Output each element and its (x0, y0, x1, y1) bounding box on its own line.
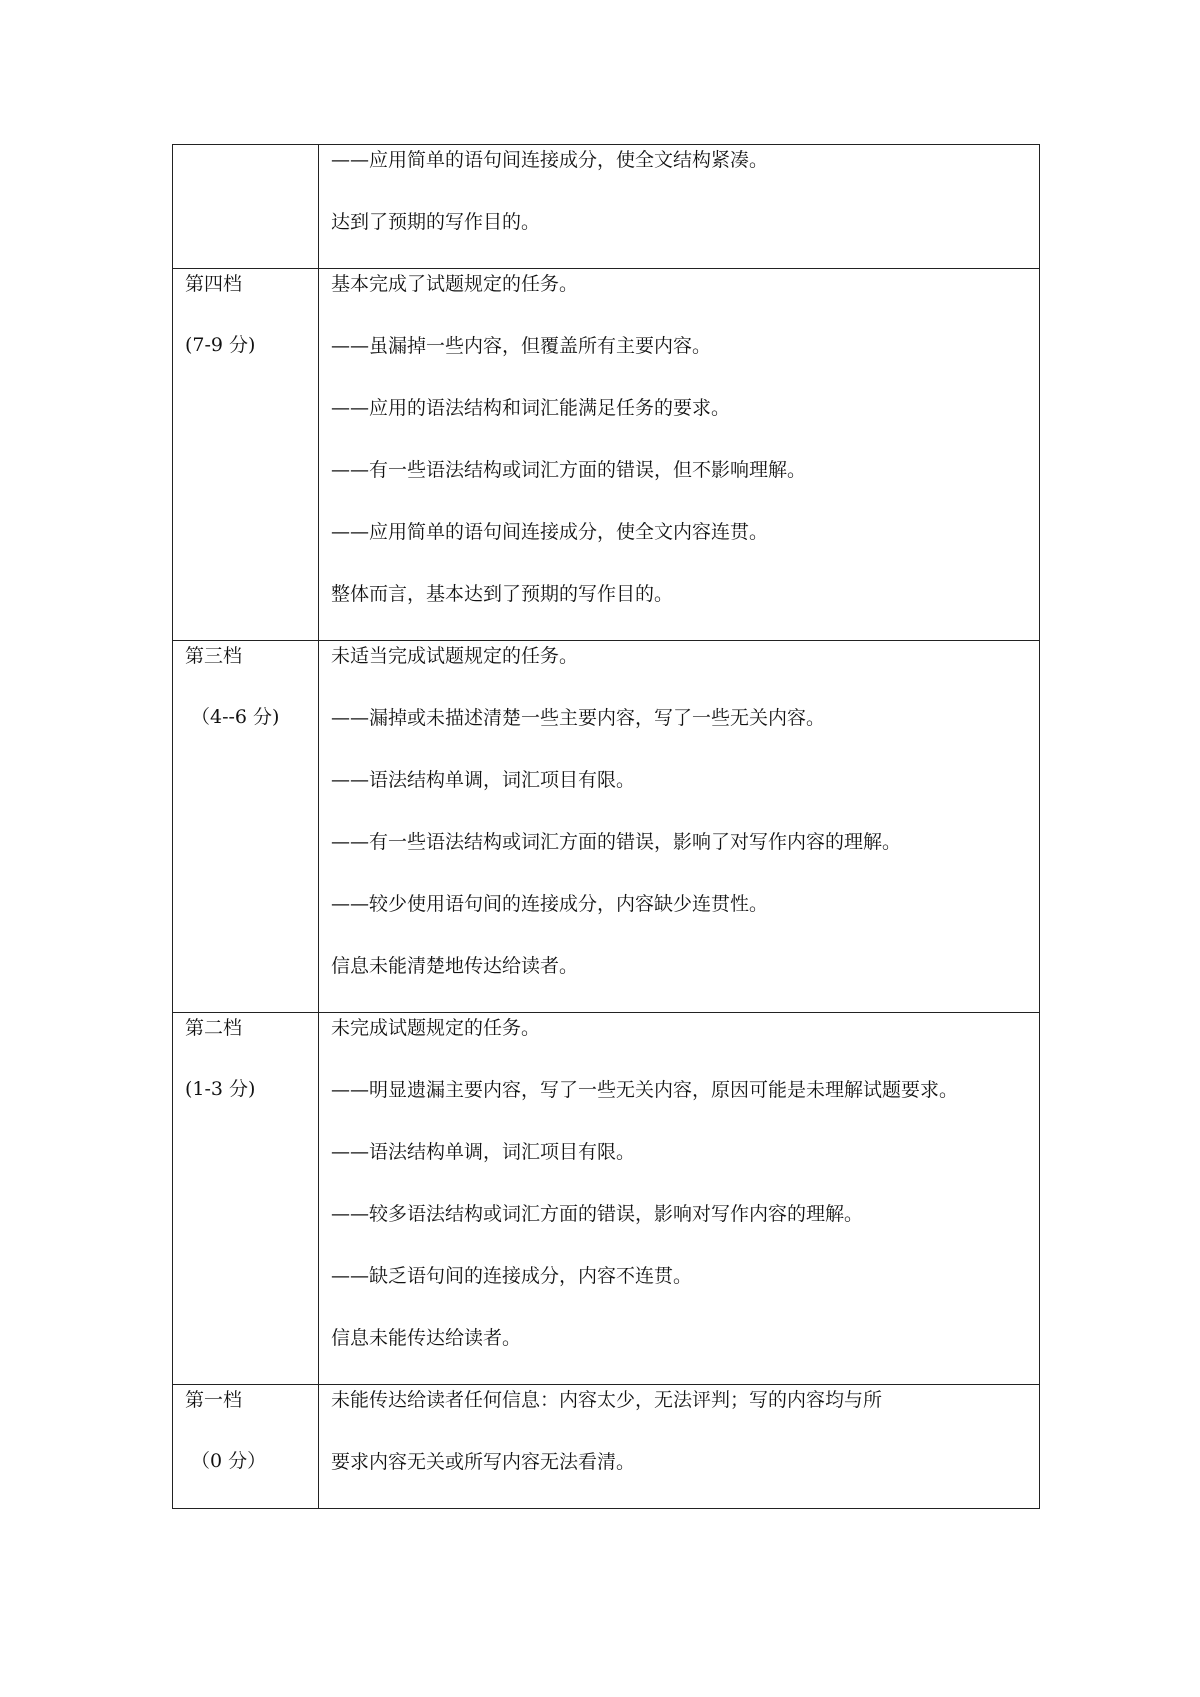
description-line: ——缺乏语句间的连接成分，内容不连贯。 (331, 1265, 693, 1287)
description-line: ——较多语法结构或词汇方面的错误，影响对写作内容的理解。 (331, 1203, 864, 1225)
description-line: ——有一些语法结构或词汇方面的错误，但不影响理解。 (331, 459, 807, 481)
description-line: ——较少使用语句间的连接成分，内容缺少连贯性。 (331, 893, 769, 915)
description-line: 信息未能传达给读者。 (331, 1327, 522, 1349)
level-name: 第四档 (185, 273, 243, 295)
level-cell (173, 641, 319, 1013)
description-cell (319, 1385, 1040, 1509)
table-row (173, 641, 1040, 1013)
level-name: 第二档 (185, 1017, 243, 1039)
description-line: 整体而言，基本达到了预期的写作目的。 (331, 583, 674, 605)
description-line: 未能传达给读者任何信息：内容太少，无法评判；写的内容均与所 (331, 1389, 883, 1411)
description-cell (319, 145, 1040, 269)
level-score: （0 分） (191, 1450, 267, 1472)
table-row (173, 269, 1040, 641)
level-cell (173, 269, 319, 641)
description-line: ——虽漏掉一些内容，但覆盖所有主要内容。 (331, 335, 712, 357)
table-row (173, 1385, 1040, 1509)
description-cell (319, 1013, 1040, 1385)
description-cell (319, 641, 1040, 1013)
description-line: ——应用的语法结构和词汇能满足任务的要求。 (331, 397, 731, 419)
description-line: ——应用简单的语句间连接成分，使全文内容连贯。 (331, 521, 769, 543)
description-line: ——明显遗漏主要内容，写了一些无关内容，原因可能是未理解试题要求。 (331, 1079, 959, 1101)
level-score: （4--6 分) (191, 706, 280, 728)
description-line: 要求内容无关或所写内容无法看清。 (331, 1451, 636, 1473)
level-name: 第一档 (185, 1389, 243, 1411)
level-cell (173, 1013, 319, 1385)
description-line: ——语法结构单调，词汇项目有限。 (331, 769, 636, 791)
table-row (173, 1013, 1040, 1385)
description-line: ——有一些语法结构或词汇方面的错误，影响了对写作内容的理解。 (331, 831, 902, 853)
level-cell (173, 145, 319, 269)
table-row (173, 145, 1040, 269)
description-line: 基本完成了试题规定的任务。 (331, 273, 579, 295)
level-cell (173, 1385, 319, 1509)
description-line: ——漏掉或未描述清楚一些主要内容，写了一些无关内容。 (331, 707, 826, 729)
description-line: ——应用简单的语句间连接成分，使全文结构紧凑。 (331, 149, 769, 171)
scoring-rubric-table (172, 144, 1040, 1509)
description-line: 信息未能清楚地传达给读者。 (331, 955, 579, 977)
description-line: 未完成试题规定的任务。 (331, 1017, 541, 1039)
description-cell (319, 269, 1040, 641)
description-line: 未适当完成试题规定的任务。 (331, 645, 579, 667)
level-name: 第三档 (185, 645, 243, 667)
level-score: (1-3 分) (185, 1078, 256, 1100)
level-score: (7-9 分) (185, 334, 256, 356)
description-line: ——语法结构单调，词汇项目有限。 (331, 1141, 636, 1163)
description-line: 达到了预期的写作目的。 (331, 211, 541, 233)
